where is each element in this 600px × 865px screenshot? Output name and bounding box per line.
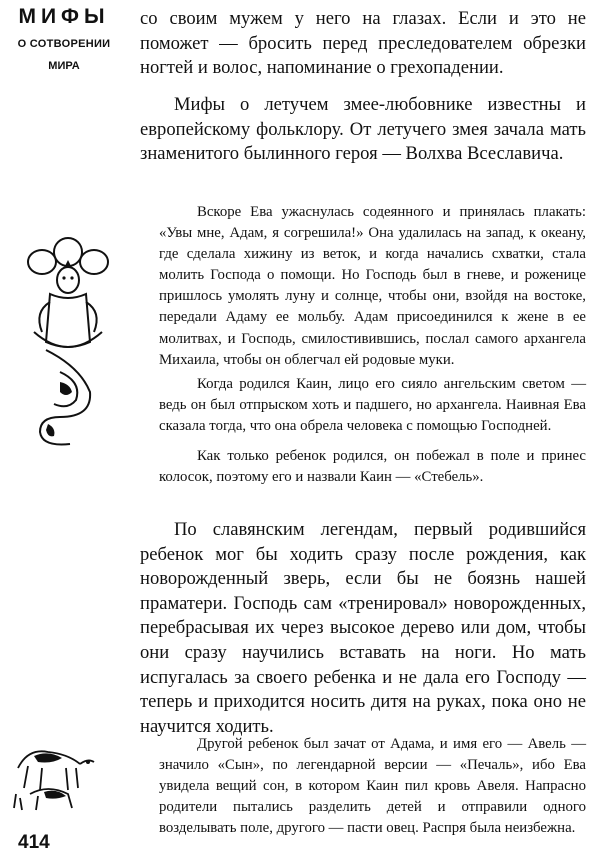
quote-paragraph-2: Когда родился Каин, лицо его сияло ангельским светом — ведь он был отпрыском хоть и падшего, но архангела. Наивная Ева сказала тогда, что она обрела человека с помощью Господней. [159, 376, 586, 435]
deity-figure-illustration [20, 232, 116, 452]
page-margin [0, 0, 132, 865]
paragraph-3: По славянским легендам, первый родившийся ребенок мог бы ходить сразу после рождения, как новорожденный зверь, если бы не боязнь нашей праматери. Господь сам «тренировал» новорожденных, перебрасывая их через высокое дерево или дом, чтобы они сразу научились вставать на ноги. Но мать испугалась за своего ребенка и не дала его Господу — теперь и приходится носить дитя на руках, пока оно не научится ходить. [140, 519, 586, 737]
running-title [14, 4, 114, 74]
quote-paragraph-3: Как только ребенок родился, он побежал в поле и принес колосок, поэтому его и назвали Каин — «Стебель». [159, 448, 586, 486]
quote-paragraph-4: Другой ребенок был зачат от Адама, и имя его — Авель — значило «Сын», по легендарной версии — «Печаль», ибо Ева увидела вещий сон, в котором Каин пил кровь Авеля. Напрасно родители пытались разделить детей и отправили одного возделывать поле, другого — пасти овец. Распря была неизбежна. [159, 736, 586, 837]
running-title-line1: МИФЫ [18, 5, 110, 28]
animals-rock-art-illustration [8, 738, 100, 814]
running-title-line3: МИРА [48, 60, 80, 72]
running-title-line2: О СОТВОРЕНИИ [17, 38, 111, 50]
paragraph-1: со своим мужем у него на глазах. Если и это не поможет — бросить перед преследователем обрезки ногтей и волос, напоминание о грехопадении. [140, 8, 586, 79]
page-number: 414 [18, 832, 50, 853]
paragraph-2: Мифы о летучем змее-любовнике известны и европейскому фольклору. От летучего змея зачала мать знаменитого былинного героя — Волхва Всеславича. [140, 94, 586, 165]
quote-paragraph-1: Вскоре Ева ужаснулась содеянного и принялась плакать: «Увы мне, Адам, я согрешила!» Она удалилась на запад, к океану, где сделала хижину из веток, и когда начались схватки, стала молить Господа о помощи. Но Господь был в гневе, и роженице пришлось умолять луну и солнце, чтобы они, взойдя на востоке, передали Адаму ее мольбу. Адам присоединился к жене в ее молитвах, и Господь, смилостивившись, послал самого архангела Михаила, чтобы он облегчал ей родовые муки. [159, 204, 586, 368]
